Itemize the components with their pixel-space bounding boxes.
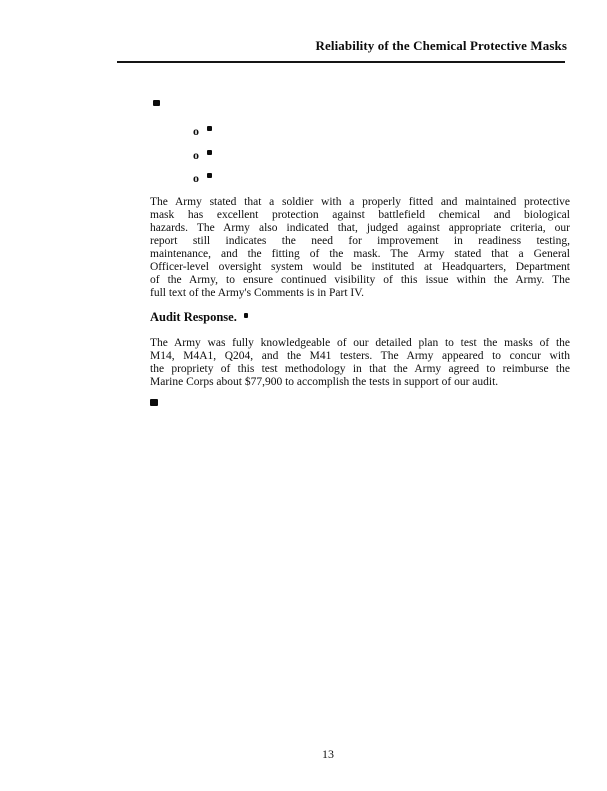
bullet-marker: o [193,171,199,185]
asterisk-icon [244,313,248,318]
text-line: Officer-level oversight system would be instituted at Headquarters, Department [150,261,570,273]
bullet-marker: o [193,124,199,138]
text-line: mask has excellent protection against battlefield chemical and biological [150,209,570,221]
audit-response-paragraph [150,337,570,389]
text-line: M14, M4A1, Q204, and the M41 testers. The Army appeared to concur with [150,350,570,362]
asterisk-icon [207,126,212,131]
bullet-marker: o [193,148,199,162]
text-line: hazards. The Army also indicated that, judged against appropriate criteria, our [150,222,570,234]
redacted-bullet-item [193,126,212,137]
asterisk-icon [207,150,212,155]
text-line: full text of the Army's Comments is in Part IV. [150,287,364,299]
redacted-bullet-item [193,150,212,161]
redacted-bullet-item [193,173,212,184]
page-number: 13 [322,747,334,761]
text-line: the propriety of this test methodology in that the Army agreed to reimburse the [150,363,570,375]
text-line: report still indicates the need for improvement in readiness testing, [150,235,570,247]
text-line: The Army stated that a soldier with a properly fitted and maintained protective [150,196,570,208]
redaction-asterisk-mark [153,100,160,106]
text-line: of the Army, to ensure continued visibility of this issue within the Army. The [150,274,570,286]
text-line: Marine Corps about $77,900 to accomplish the tests in support of our audit. [150,376,499,388]
page-header-title: Reliability of the Chemical Protective Masks [315,38,567,53]
header-rule [117,61,565,63]
text-line: maintenance, and the fitting of the mask. The Army stated that a General [150,248,570,260]
audit-response-label: Audit Response. [150,310,237,324]
asterisk-icon [207,173,212,178]
army-comments-paragraph [150,196,570,300]
text-line: The Army was fully knowledgeable of our detailed plan to test the masks of the [150,337,570,349]
audit-response-heading [150,310,248,325]
redaction-asterisk-mark [150,399,158,406]
